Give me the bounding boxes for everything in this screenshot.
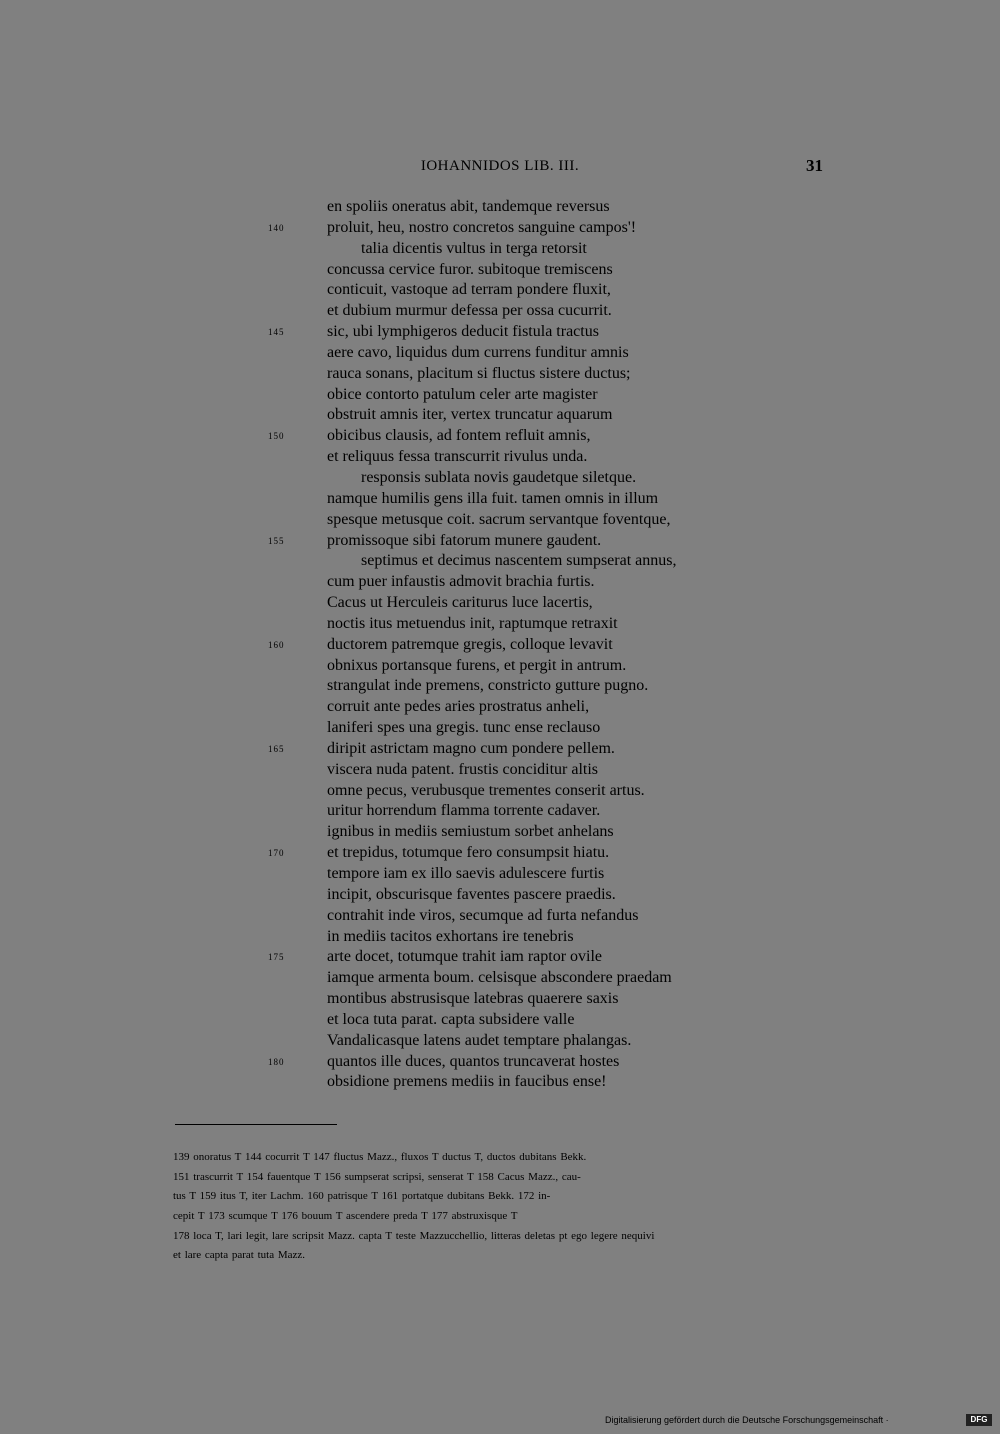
verse-text: namque humilis gens illa fuit. tamen omnis in illum <box>327 489 659 507</box>
verse-line <box>0 551 1000 572</box>
footnote-line: tus T 159 itus T, iter Lachm. 160 patrisque T 161 portatque dubitans Bekk. 172 in- <box>173 1190 551 1203</box>
verse-line <box>0 343 1000 364</box>
verse-line <box>0 614 1000 635</box>
critical-apparatus <box>173 1148 828 1266</box>
verse-block <box>0 197 1000 1093</box>
verse-line <box>0 927 1000 948</box>
verse-text: responsis sublata novis gaudetque siletque. <box>361 468 637 486</box>
verse-text: en spoliis oneratus abit, tandemque reversus <box>327 198 610 215</box>
verse-text: et trepidus, totumque fero consumpsit hiatu. <box>327 844 610 862</box>
verse-line <box>0 260 1000 281</box>
verse-line <box>0 656 1000 677</box>
verse-line <box>0 197 1000 218</box>
verse-text: spesque metusque coit. sacrum servantque foventque, <box>327 510 671 528</box>
footnote-line: cepit T 173 scumque T 176 bouum T ascendere preda T 177 abstruxisque T <box>173 1210 518 1223</box>
verse-text: laniferi spes una gregis. tunc ense reclauso <box>327 719 601 737</box>
running-header-title: IOHANNIDOS LIB. III. <box>420 158 580 174</box>
verse-text: talia dicentis vultus in terga retorsit <box>361 239 587 257</box>
verse-text: conticuit, vastoque ad terram pondere fluxit, <box>327 281 611 299</box>
verse-line <box>0 510 1000 531</box>
verse-line <box>0 676 1000 697</box>
verse-text: incipit, obscurisque faventes pascere praedis. <box>327 885 616 903</box>
verse-text: viscera nuda patent. frustis conciditur altis <box>327 760 599 778</box>
verse-line <box>0 405 1000 426</box>
verse-text: obicibus clausis, ad fontem refluit amnis, <box>327 427 591 445</box>
verse-text: corruit ante pedes aries prostratus anheli, <box>327 698 590 716</box>
verse-line <box>0 468 1000 489</box>
verse-line <box>0 301 1000 322</box>
verse-line <box>0 531 1000 552</box>
verse-line <box>0 760 1000 781</box>
line-number: 150 <box>268 431 285 442</box>
verse-text: quantos ille duces, quantos truncaverat hostes <box>327 1052 620 1070</box>
verse-line <box>0 426 1000 447</box>
line-number: 145 <box>268 327 285 338</box>
verse-line <box>0 1010 1000 1031</box>
verse-text: uritur horrendum flamma torrente cadaver. <box>327 802 601 820</box>
verse-line <box>0 864 1000 885</box>
verse-line <box>0 364 1000 385</box>
verse-line <box>0 385 1000 406</box>
verse-line <box>0 1072 1000 1093</box>
verse-text: rauca sonans, placitum si fluctus sistere ductus; <box>327 364 631 382</box>
verse-line <box>0 1031 1000 1052</box>
verse-line <box>0 635 1000 656</box>
verse-line <box>0 1052 1000 1073</box>
verse-text: montibus abstrusisque latebras quaerere saxis <box>327 990 619 1008</box>
verse-text: septimus et decimus nascentem sumpserat annus, <box>361 552 677 570</box>
verse-text: arte docet, totumque trahit iam raptor ovile <box>327 948 603 966</box>
footnote-line: et lare capta parat tuta Mazz. <box>173 1249 306 1262</box>
verse-line <box>0 718 1000 739</box>
page-number: 31 <box>806 156 823 175</box>
verse-line <box>0 843 1000 864</box>
verse-text: obnixus portansque furens, et pergit in antrum. <box>327 656 627 674</box>
verse-line <box>0 968 1000 989</box>
verse-text: contrahit inde viros, secumque ad furta nefandus <box>327 906 639 924</box>
line-number: 160 <box>268 639 285 650</box>
verse-text: obice contorto patulum celer arte magister <box>327 385 598 403</box>
verse-text: promissoque sibi fatorum munere gaudent. <box>327 531 602 549</box>
verse-text: ductorem patremque gregis, colloque levavit <box>327 635 613 653</box>
verse-text: noctis itus metuendus init, raptumque retraxit <box>327 614 618 632</box>
verse-text: omne pecus, verubusque trementes conserit artus. <box>327 781 645 799</box>
line-number: 155 <box>268 535 285 546</box>
verse-text: diripit astrictam magno cum pondere pellem. <box>327 739 615 757</box>
verse-line <box>0 593 1000 614</box>
verse-text: ignibus in mediis semiustum sorbet anhelans <box>327 823 614 841</box>
verse-text: proluit, heu, nostro concretos sanguine campos'! <box>327 218 637 236</box>
verse-text: Vandalicasque latens audet temptare phalangas. <box>327 1031 632 1049</box>
verse-text: in mediis tacitos exhortans ire tenebris <box>327 927 574 945</box>
verse-line <box>0 572 1000 593</box>
verse-text: sic, ubi lymphigeros deducit fistula tractus <box>327 323 599 341</box>
verse-line <box>0 489 1000 510</box>
verse-text: obsidione premens mediis in faucibus ense! <box>327 1073 607 1091</box>
verse-text: et dubium murmur defessa per ossa cucurrit. <box>327 302 612 320</box>
verse-text: concussa cervice furor. subitoque tremiscens <box>327 260 613 278</box>
footnote-line: 178 loca T, lari legit, lare scripsit Mazz. capta T teste Mazzucchellio, litteras deletas pt ego legere nequivi <box>173 1229 655 1242</box>
digitization-credit: Digitalisierung gefördert durch die Deutsche Forschungsgemeinschaft · <box>605 1415 889 1425</box>
verse-line <box>0 697 1000 718</box>
verse-line <box>0 739 1000 760</box>
verse-text: Cacus ut Herculeis cariturus luce lacertis, <box>327 594 593 612</box>
line-number: 170 <box>268 848 285 859</box>
verse-text: strangulat inde premens, constricto gutture pugno. <box>327 677 649 695</box>
verse-line <box>0 781 1000 802</box>
dfg-logo-icon: DFG <box>966 1414 992 1426</box>
verse-line <box>0 822 1000 843</box>
verse-text: et reliquus fessa transcurrit rivulus unda. <box>327 448 588 466</box>
verse-line <box>0 989 1000 1010</box>
verse-line <box>0 947 1000 968</box>
verse-text: cum puer infaustis admovit brachia furtis. <box>327 573 595 591</box>
verse-line <box>0 322 1000 343</box>
verse-text: iamque armenta boum. celsisque abscondere praedam <box>327 969 672 987</box>
footnote-line: 139 onoratus T 144 cocurrit T 147 fluctus Mazz., fluxos T ductus T, ductos dubitans Bekk. <box>173 1151 587 1163</box>
line-number: 140 <box>268 222 285 233</box>
verse-line <box>0 906 1000 927</box>
verse-text: et loca tuta parat. capta subsidere valle <box>327 1010 575 1028</box>
verse-line <box>0 239 1000 260</box>
line-number: 165 <box>268 743 285 754</box>
verse-text: aere cavo, liquidus dum currens funditur amnis <box>327 343 629 361</box>
footnote-line: 151 trascurrit T 154 fauentque T 156 sumpserat scripsi, senserat T 158 Cacus Mazz., cau- <box>173 1170 581 1183</box>
line-number: 175 <box>268 952 285 963</box>
verse-line <box>0 280 1000 301</box>
verse-line <box>0 801 1000 822</box>
verse-line <box>0 218 1000 239</box>
verse-line <box>0 447 1000 468</box>
verse-text: tempore iam ex illo saevis adulescere furtis <box>327 865 605 882</box>
line-number: 180 <box>268 1056 285 1067</box>
verse-text: obstruit amnis iter, vertex truncatur aquarum <box>327 406 613 424</box>
footnote-divider <box>175 1124 337 1125</box>
verse-line <box>0 885 1000 906</box>
